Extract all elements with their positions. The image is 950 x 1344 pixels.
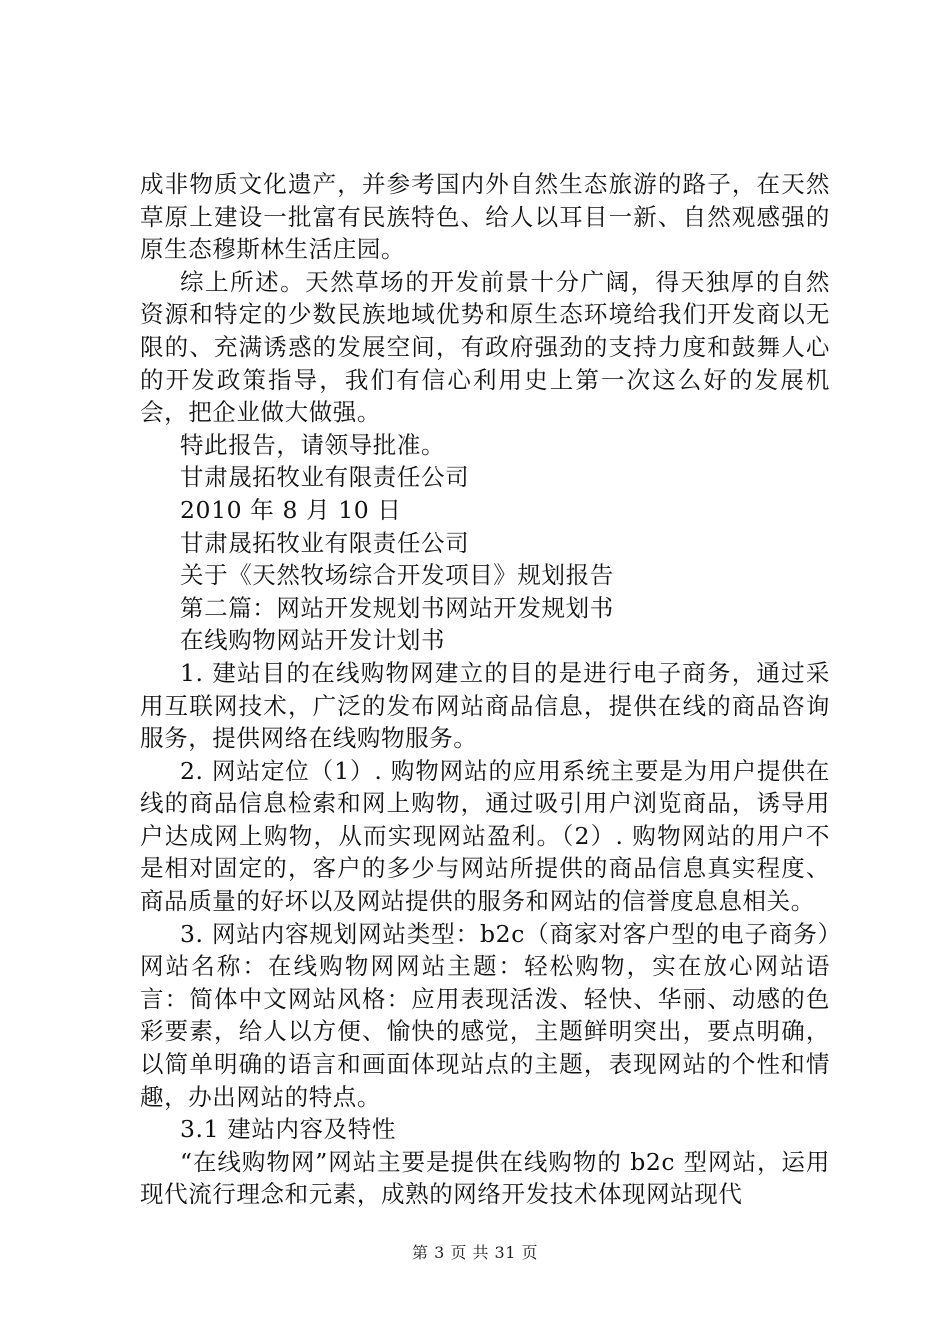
section-purpose: 1. 建站目的在线购物网建立的目的是进行电子商务，通过采用互联网技术，广泛的发布网站商品信息，提供在线的商品咨询服务，提供网络在线购物服务。 bbox=[140, 658, 830, 753]
report-title: 关于《天然牧场综合开发项目》规划报告 bbox=[180, 561, 614, 590]
chapter-heading: 第二篇：网站开发规划书网站开发规划书 bbox=[180, 593, 614, 622]
section-positioning: 2. 网站定位（1）. 购物网站的应用系统主要是为用户提供在线的商品信息检索和网上购物，通过吸引用户浏览商品，诱导用户达成网上购物，从而实现网站盈利。（2）. 购物网站的用户不是相对固定的，客户的多少与网站所提供的商品信息真实程度、商品质量的好坏以及网站提供的服务和网站的信誉度息息相关。 bbox=[140, 756, 830, 916]
paragraph-site-intro: “在线购物网”网站主要是提供在线购物的 b2c 型网站，运用现代流行理念和元素，成熟的网络开发技术体现网站现代 bbox=[140, 1147, 830, 1209]
company-name: 甘肃晟拓牧业有限责任公司 bbox=[180, 463, 470, 492]
company-name-repeat: 甘肃晟拓牧业有限责任公司 bbox=[180, 528, 470, 557]
subsection-heading: 3.1 建站内容及特性 bbox=[180, 1115, 396, 1144]
section-content-plan: 3. 网站内容规划网站类型：b2c（商家对客户型的电子商务）网站名称：在线购物网网站主题：轻松购物，实在放心网站语言：简体中文网站风格：应用表现活泼、轻快、华丽、动感的色彩要素，给人以方便、愉快的感觉，主题鲜明突出，要点明确，以简单明确的语言和画面体现站点的主题，表现网站的个性和情趣，办出网站的特点。 bbox=[140, 919, 830, 1111]
paragraph-continuation: 成非物质文化遗产，并参考国内外自然生态旅游的路子，在天然草原上建设一批富有民族特色、给人以耳目一新、自然观感强的原生态穆斯林生活庄园。 bbox=[140, 170, 830, 264]
plan-title: 在线购物网站开发计划书 bbox=[180, 626, 446, 655]
paragraph-summary: 综上所述。天然草场的开发前景十分广阔，得天独厚的自然资源和特定的少数民族地域优势和原生态环境给我们开发商以无限的、充满诱惑的发展空间，有政府强劲的支持力度和鼓舞人心的开发政策指导，我们有信心利用史上第一次这么好的发展机会，把企业做大做强。 bbox=[140, 267, 830, 427]
document-body bbox=[140, 168, 830, 1211]
page-footer: 第 3 页 共 31 页 bbox=[412, 1243, 538, 1262]
report-date: 2010 年 8 月 10 日 bbox=[180, 495, 402, 524]
paragraph-request: 特此报告，请领导批准。 bbox=[180, 430, 446, 459]
